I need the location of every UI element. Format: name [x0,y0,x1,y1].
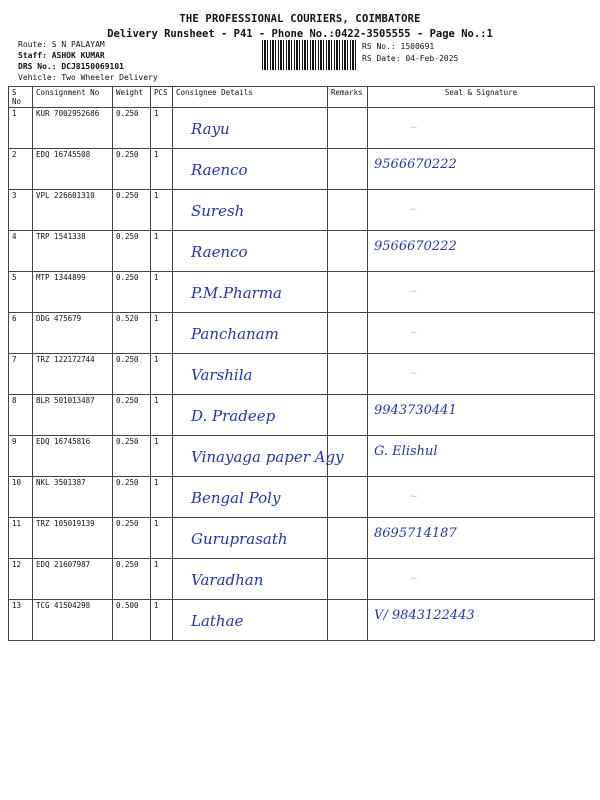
cell-weight: 0.250 [113,395,151,436]
cell-remarks [328,231,368,272]
col-sno: S No [9,87,33,108]
faint-mark-icon: ∼ [410,325,418,339]
cell-pcs: 1 [151,149,173,190]
cell-signature [368,354,595,395]
signature-handwriting: 8695714187 [374,526,457,541]
cell-sno: 3 [9,190,33,231]
cell-sno: 1 [9,108,33,149]
faint-mark-icon: ∼ [410,366,418,380]
table-row [9,231,595,272]
cell-consignment: EDQ 21607987 [33,559,113,600]
table-row [9,436,595,477]
cell-consignee [173,559,328,600]
consignee-handwriting: D. Pradeep [191,407,276,425]
cell-pcs: 1 [151,108,173,149]
delivery-table [8,86,595,641]
consignee-handwriting: Suresh [191,202,245,220]
cell-consignee [173,436,344,477]
cell-consignee [173,395,328,436]
cell-remarks [328,272,368,313]
cell-signature [368,272,595,313]
cell-sno: 9 [9,436,33,477]
cell-weight: 0.500 [113,600,151,641]
cell-consignee [173,149,328,190]
cell-consignment: KUR 7002952686 [33,108,113,149]
cell-signature [368,395,595,436]
signature-handwriting: V/ 9843122443 [374,608,475,623]
cell-consignment: TRZ 122172744 [33,354,113,395]
cell-sno: 11 [9,518,33,559]
cell-consignee [173,108,328,149]
cell-weight: 0.250 [113,518,151,559]
cell-signature [368,436,595,477]
signature-handwriting: 9566670222 [374,239,457,254]
cell-pcs: 1 [151,436,173,477]
cell-pcs: 1 [151,477,173,518]
cell-consignee [173,518,328,559]
cell-pcs: 1 [151,600,173,641]
cell-sno: 2 [9,149,33,190]
cell-remarks [328,190,368,231]
cell-weight: 0.520 [113,313,151,354]
signature-handwriting: G. Elishul [374,444,438,459]
cell-remarks [328,600,368,641]
faint-mark-icon: ∼ [410,571,418,585]
col-signature: Seal & Signature [368,87,595,108]
consignee-handwriting: Guruprasath [191,530,288,548]
table-row [9,108,595,149]
consignee-handwriting: Rayu [191,120,230,138]
rs-date: RS Date: 04-Feb-2025 [362,54,459,63]
consignee-handwriting: Bengal Poly [191,489,281,507]
col-weight: Weight [113,87,151,108]
cell-consignment: DDG 475679 [33,313,113,354]
consignee-handwriting: Panchanam [191,325,279,343]
cell-consignee [173,190,328,231]
cell-consignment: TRZ 105019139 [33,518,113,559]
route-label: Route: S N PALAYAM [18,40,105,49]
cell-remarks [328,518,368,559]
consignee-handwriting: Raenco [191,243,248,261]
cell-remarks [328,108,368,149]
faint-mark-icon: ∼ [410,202,418,216]
cell-weight: 0.250 [113,272,151,313]
cell-consignee [173,354,328,395]
cell-pcs: 1 [151,190,173,231]
table-row [9,600,595,641]
cell-weight: 0.250 [113,231,151,272]
drs-label: DRS No.: DCJ8150069101 [18,62,124,71]
cell-consignment: VPL 226601310 [33,190,113,231]
cell-consignment: EDQ 16745508 [33,149,113,190]
consignee-handwriting: Varshila [191,366,253,384]
consignee-handwriting: Lathae [191,612,244,630]
table-row [9,190,595,231]
cell-signature [368,108,595,149]
cell-sno: 7 [9,354,33,395]
consignee-handwriting: Varadhan [191,571,264,589]
vehicle-label: Vehicle: Two Wheeler Delivery [18,73,158,82]
col-consignment: Consignment No [33,87,113,108]
cell-remarks [328,395,368,436]
cell-consignee [173,231,328,272]
col-consignee: Consignee Details [173,87,328,108]
cell-sno: 8 [9,395,33,436]
cell-pcs: 1 [151,231,173,272]
col-pcs: PCS [151,87,173,108]
cell-consignee [173,600,328,641]
cell-weight: 0.250 [113,190,151,231]
barcode [262,40,356,70]
cell-remarks [328,559,368,600]
consignee-handwriting: Vinayaga paper Agy [191,448,344,466]
table-row [9,354,595,395]
cell-sno: 4 [9,231,33,272]
cell-sno: 12 [9,559,33,600]
cell-consignment: TCG 41504298 [33,600,113,641]
cell-signature [368,313,595,354]
table-header-row [9,87,595,108]
cell-consignment: MTP 1344899 [33,272,113,313]
faint-mark-icon: ∼ [410,284,418,298]
cell-signature [368,231,595,272]
table-row [9,518,595,559]
table-row [9,272,595,313]
staff-label: Staff: ASHOK KUMAR [18,51,105,60]
cell-remarks [328,313,368,354]
cell-sno: 6 [9,313,33,354]
cell-sno: 13 [9,600,33,641]
cell-weight: 0.250 [113,149,151,190]
cell-remarks [328,149,368,190]
cell-consignment: NKL 3501387 [33,477,113,518]
cell-pcs: 1 [151,395,173,436]
cell-pcs: 1 [151,518,173,559]
cell-consignee [173,477,328,518]
faint-mark-icon: ∼ [410,489,418,503]
cell-signature [368,559,595,600]
runsheet-title: THE PROFESSIONAL COURIERS, COIMBATORE [179,13,421,25]
cell-signature [368,190,595,231]
cell-sno: 5 [9,272,33,313]
cell-signature [368,477,595,518]
runsheet-subtitle: Delivery Runsheet - P41 - Phone No.:0422-3505555 - Page No.:1 [107,28,493,40]
cell-weight: 0.250 [113,477,151,518]
cell-consignment: TRP 1541338 [33,231,113,272]
cell-signature [368,518,595,559]
cell-pcs: 1 [151,313,173,354]
table-row [9,395,595,436]
signature-handwriting: 9943730441 [374,403,457,418]
table-row [9,313,595,354]
cell-consignee [173,313,328,354]
table-row [9,477,595,518]
cell-signature [368,149,595,190]
cell-weight: 0.250 [113,436,151,477]
signature-handwriting: 9566670222 [374,157,457,172]
col-remarks: Remarks [328,87,368,108]
cell-weight: 0.250 [113,108,151,149]
cell-signature [368,600,595,641]
cell-remarks [328,354,368,395]
consignee-handwriting: Raenco [191,161,248,179]
cell-consignee [173,272,328,313]
cell-weight: 0.250 [113,354,151,395]
faint-mark-icon: ∼ [410,120,418,134]
cell-sno: 10 [9,477,33,518]
cell-pcs: 1 [151,272,173,313]
table-row [9,559,595,600]
cell-consignment: EDQ 16745816 [33,436,113,477]
table-row [9,149,595,190]
cell-consignment: BLR 501013487 [33,395,113,436]
cell-weight: 0.250 [113,559,151,600]
cell-pcs: 1 [151,559,173,600]
cell-remarks [328,477,368,518]
cell-pcs: 1 [151,354,173,395]
consignee-handwriting: P.M.Pharma [191,284,282,302]
rs-number: RS No.: 1500691 [362,42,435,51]
